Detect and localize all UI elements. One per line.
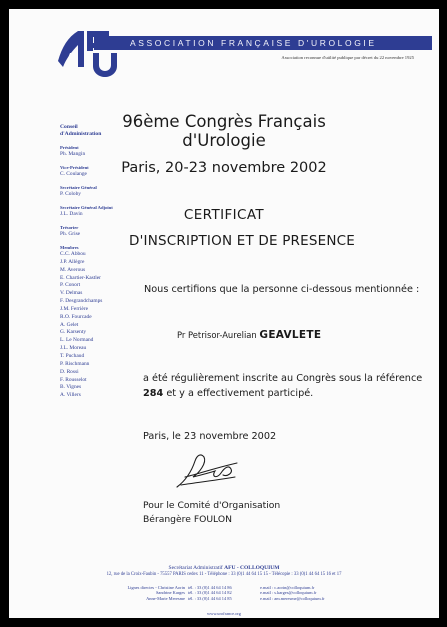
member-name: D. Rossi (60, 368, 79, 375)
member-name: J.P. Allègre (60, 258, 85, 265)
footer-contacts (127, 585, 325, 601)
member-name: G. Karsenty (60, 329, 87, 336)
contact-phone: tél. : 33 (0)1 44 64 14 86 (188, 585, 232, 590)
role-title: Vice-Président (60, 165, 89, 170)
contact-name: Anne-Marie Meresme (146, 595, 185, 601)
certificate-page (9, 9, 439, 618)
reference-number: 284 (143, 388, 164, 399)
participant-title-first-name: Pr Petrisor-Aurelian (177, 330, 260, 340)
members-list (60, 245, 140, 400)
member-name: A. Villers (60, 392, 81, 399)
role-name: P. Coloby (60, 191, 81, 197)
member-name: J.M. Ferrière (60, 305, 88, 312)
contact-name: Lignes directes - Christine Aorin (127, 585, 185, 590)
contact-name: Sandrine Karges (155, 590, 185, 596)
footer-title (9, 565, 439, 572)
members-label: Membres (60, 245, 79, 250)
certificate-heading: CERTIFICAT (183, 207, 265, 223)
role-name: C. Coulange (60, 171, 87, 177)
member-name: L. Le Normand (60, 337, 94, 344)
role-name: Ph. Grise (60, 231, 81, 237)
board-role (60, 225, 140, 238)
member-name: V. Delmas (60, 290, 83, 297)
handwritten-signature (171, 447, 243, 491)
member-name: T. Puchaud (60, 352, 85, 359)
certify-statement: Nous certifions que la personne ci-dessous mentionnée : (144, 284, 420, 295)
participation-text: et y a effectivement participé. (163, 388, 314, 399)
role-name: J.L. Davin (60, 211, 83, 217)
member-name: P. Conort (60, 282, 81, 289)
footer-website: www.urofrance.org (206, 611, 241, 616)
board-heading-line2: d'Administration (60, 131, 102, 137)
footer-address: 12, rue de la Croix-Faubin - 75557 PARIS cedex 11 - Téléphone : 33 (0)1 44 64 15 15 - Télécopie : 33 (0)1 44 64 15 16 et 17 (106, 572, 342, 577)
member-name: J.L. Moreau (60, 345, 87, 352)
footer (9, 565, 439, 578)
member-name: M. Averous (60, 266, 86, 273)
member-name: C.C. Abbou (60, 251, 86, 257)
footer-title-prefix: Secrétariat Administratif (168, 565, 225, 571)
registration-statement-line2 (143, 388, 313, 399)
afu-logo (54, 27, 124, 77)
role-title: Secrétaire Général Adjoint (60, 205, 113, 210)
board-role (60, 185, 140, 198)
registration-statement: a été régulièrement inscrite au Congrès sous la référence (143, 373, 423, 384)
contact-row (127, 596, 325, 601)
congress-title: 96ème Congrès Français (122, 112, 326, 131)
participant-name (177, 329, 321, 341)
committee-label: Pour le Comité d'Organisation (143, 500, 281, 511)
board-heading: Conseil (60, 124, 78, 130)
member-name: E. Chartier-Kastler (60, 274, 101, 281)
role-title: Secrétaire Général (60, 185, 97, 190)
signer-name: Bérangère FOULON (143, 514, 232, 525)
member-name: A. Gelet (60, 321, 79, 328)
certificate-subheading: D'INSCRIPTION ET DE PRESENCE (129, 233, 356, 249)
place-date: Paris, le 23 novembre 2002 (143, 431, 277, 442)
recognition-note: Association reconnue d'utilité publique par décret du 22 novembre 1925 (281, 55, 414, 60)
association-banner: ASSOCIATION FRANÇAISE D'UROLOGIE (94, 36, 432, 50)
footer-title-bold: AFU - COLLOQUIUM (224, 565, 280, 571)
role-name: Ph. Mangin (60, 151, 86, 157)
congress-place-dates: Paris, 20-23 novembre 2002 (121, 160, 327, 176)
member-name: B. Vignes (60, 384, 82, 391)
role-title: Trésorier (60, 225, 79, 230)
role-title: Président (60, 145, 79, 150)
contact-phone: tél. : 33 (0)1 44 64 14 85 (188, 595, 232, 601)
participant-surname: GEAVLETE (259, 329, 322, 341)
member-name: F. Rousselot (60, 376, 87, 383)
member-name: F. Desgrandchamps (60, 298, 103, 305)
congress-title-line2: d'Urologie (182, 131, 266, 150)
contact-email: e.mail : am.meresme@colloquium.fr (260, 595, 325, 601)
member-name: R.O. Fourcade (60, 313, 92, 320)
member-name: P. Rischmann (60, 360, 90, 367)
contact-email: e.mail : s.karges@colloquium.fr (260, 590, 317, 596)
contact-phone: tél. : 33 (0)1 44 64 14 82 (188, 590, 232, 596)
contact-email: e.mail : c.aorin@colloquium.fr (260, 585, 315, 590)
